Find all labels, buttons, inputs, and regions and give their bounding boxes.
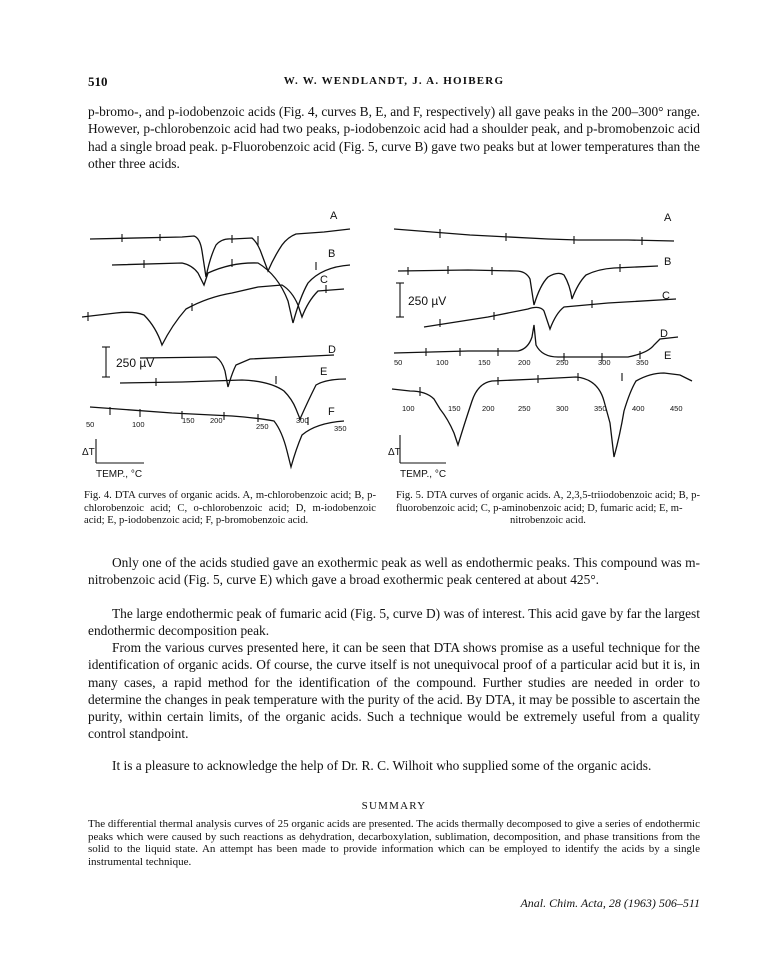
fig4-curve-e [120,379,346,419]
fig5-tick-label: 250 [518,404,531,413]
fig5-scale-label: 250 µV [408,294,447,308]
fig4-label-e: E [320,366,328,378]
fig5-tick-label: 450 [670,404,683,413]
fig4-chart [82,205,378,483]
fig5-caption-main: Fig. 5. DTA curves of organic acids. A, 2,3,5-triiodobenzoic acid; B, p-fluorobenzoic acid; C, p-aminobenzoic acid; D, fumaric acid; E, m- [396,490,700,514]
fig4-label-d: D [328,344,336,356]
fig5-curve-e [392,373,692,457]
fig5-tick-label: 100 [402,404,415,413]
fig4-tick-label: 50 [86,420,95,429]
fig4-curve-a-ticks [122,234,258,245]
fig5-delta-t-axis [400,435,446,463]
fig5-label-c: C [662,290,670,302]
intro-paragraph: p-bromo-, and p-iodobenzoic acids (Fig. 4, curves B, E, and F, respectively) all gave peaks in the 200–300° range. However, p-chlorobenzoic acid had two peaks, p-iodobenzoic acid had a shoulder peak, and p-bromobenzoic acid had a single broad peak. p-Fluorobenzoic acid (Fig. 5, curve B) gave two peaks but at lower temperatures than the other three acids. [88,104,700,171]
fig5-tick-label: 200 [518,358,531,367]
fig5-tick-label: 300 [598,358,611,367]
summary-title: SUMMARY [361,800,427,812]
fig4-scale-bar [102,347,110,377]
fig5-tick-label: 150 [448,404,461,413]
fig5-curve-d [394,325,678,357]
fig5-label-a: A [664,212,672,224]
fig5-tick-label: 150 [478,358,491,367]
fig5-caption [396,490,700,528]
fig5-tick-label: 250 [556,358,569,367]
body-paragraph-1: Only one of the acids studied gave an exothermic peak as well as endothermic peaks. This compound was m-nitrobenzoic acid (Fig. 5, curve E) which gave a broad exothermic peak centered at about 425°. [88,555,700,588]
page-number: 510 [88,74,108,89]
fig5-tick-label: 400 [632,404,645,413]
fig5-tick-label: 350 [594,404,607,413]
body-paragraph-4: It is a pleasure to acknowledge the help of Dr. R. C. Wilhoit who supplied some of the organic acids. [112,758,652,773]
fig5-curve-e-ticks [420,373,622,396]
fig4-tick-label: 200 [210,416,223,425]
fig5-scale-bar [396,283,404,317]
fig4-curve-a [90,229,350,277]
fig5-chart [388,205,700,483]
fig4-delta-t-axis [96,439,144,463]
fig5-tick-label: 50 [394,358,403,367]
fig4-label-b: B [328,248,336,260]
fig4-delta-t-label: ΔT [82,447,95,458]
fig5-axis-tick-labels-lower [402,404,683,413]
fig4-curve-b-ticks [144,259,316,270]
fig4-label-c: C [320,274,328,286]
fig5-axis-tick-labels-upper [394,358,649,367]
fig5-tick-label: 350 [636,358,649,367]
fig5-tick-label: 100 [436,358,449,367]
running-head: W. W. WENDLANDT, J. A. HOIBERG [283,75,505,87]
journal-citation: Anal. Chim. Acta, 28 (1963) 506–511 [520,896,700,910]
fig4-label-a: A [330,210,338,222]
fig5-label-e: E [664,350,672,362]
fig4-curve-c-ticks [88,285,326,321]
fig4-temp-label: TEMP., °C [96,469,143,480]
page-header [88,74,700,94]
fig4-scale-label: 250 µV [116,356,155,370]
fig4-label-f: F [328,406,335,418]
fig5-curve-c-ticks [440,300,592,327]
fig5-label-d: D [660,328,668,340]
fig5-curve-a [394,229,674,241]
fig5-caption-last: nitrobenzoic acid. [510,515,586,527]
fig4-tick-label: 250 [256,422,269,431]
body-paragraph-3: From the various curves presented here, it can be seen that DTA shows promise as a useful technique for the identification of organic acids. Of course, the curve itself is not unequivocal proof of a particular acid but it is, in many cases, a rapid method for the identification of the compound. Further studies are needed in order to determine the changes in peak temperature with the purity of the acid. By DTA, it may be possible to ascertain the purity, within certain limits, of the organic acids. Such a technique would be extremely useful from a quality control standpoint. [88,640,700,742]
fig4-tick-label: 300 [296,416,309,425]
fig5-temp-label: TEMP., °C [400,469,447,480]
fig5-curve-a-ticks [440,229,642,245]
summary-text: The differential thermal analysis curves of 25 organic acids are presented. The acids thermally decomposed to give a series of endothermic peaks which were caused by such reactions as dehydration, decarboxylation, sublimation, decomposition, and phase transitions from the solid to the liquid state. An attempt has been made to provide information which can be employed to identify the acids by a single instrumental technique. [88,818,700,868]
fig4-caption: Fig. 4. DTA curves of organic acids. A, m-chlorobenzoic acid; B, p-chlorobenzoic acid; C, o-chlorobenzoic acid; D, m-iodobenzoic acid; E, p-iodobenzoic acid; F, p-bromobenzoic acid. [84,490,376,527]
fig5-tick-label: 300 [556,404,569,413]
body-paragraph-2: The large endothermic peak of fumaric acid (Fig. 5, curve D) was of interest. This acid gave by far the largest endothermic decomposition peak. [88,606,700,639]
fig4-tick-label: 350 [334,424,347,433]
fig5-tick-label: 200 [482,404,495,413]
fig4-tick-label: 150 [182,416,195,425]
fig5-label-b: B [664,256,672,268]
fig5-curve-c [424,299,676,329]
fig5-delta-t-label: ΔT [388,447,401,458]
fig4-tick-label: 100 [132,420,145,429]
fig4-curve-c [82,285,344,345]
